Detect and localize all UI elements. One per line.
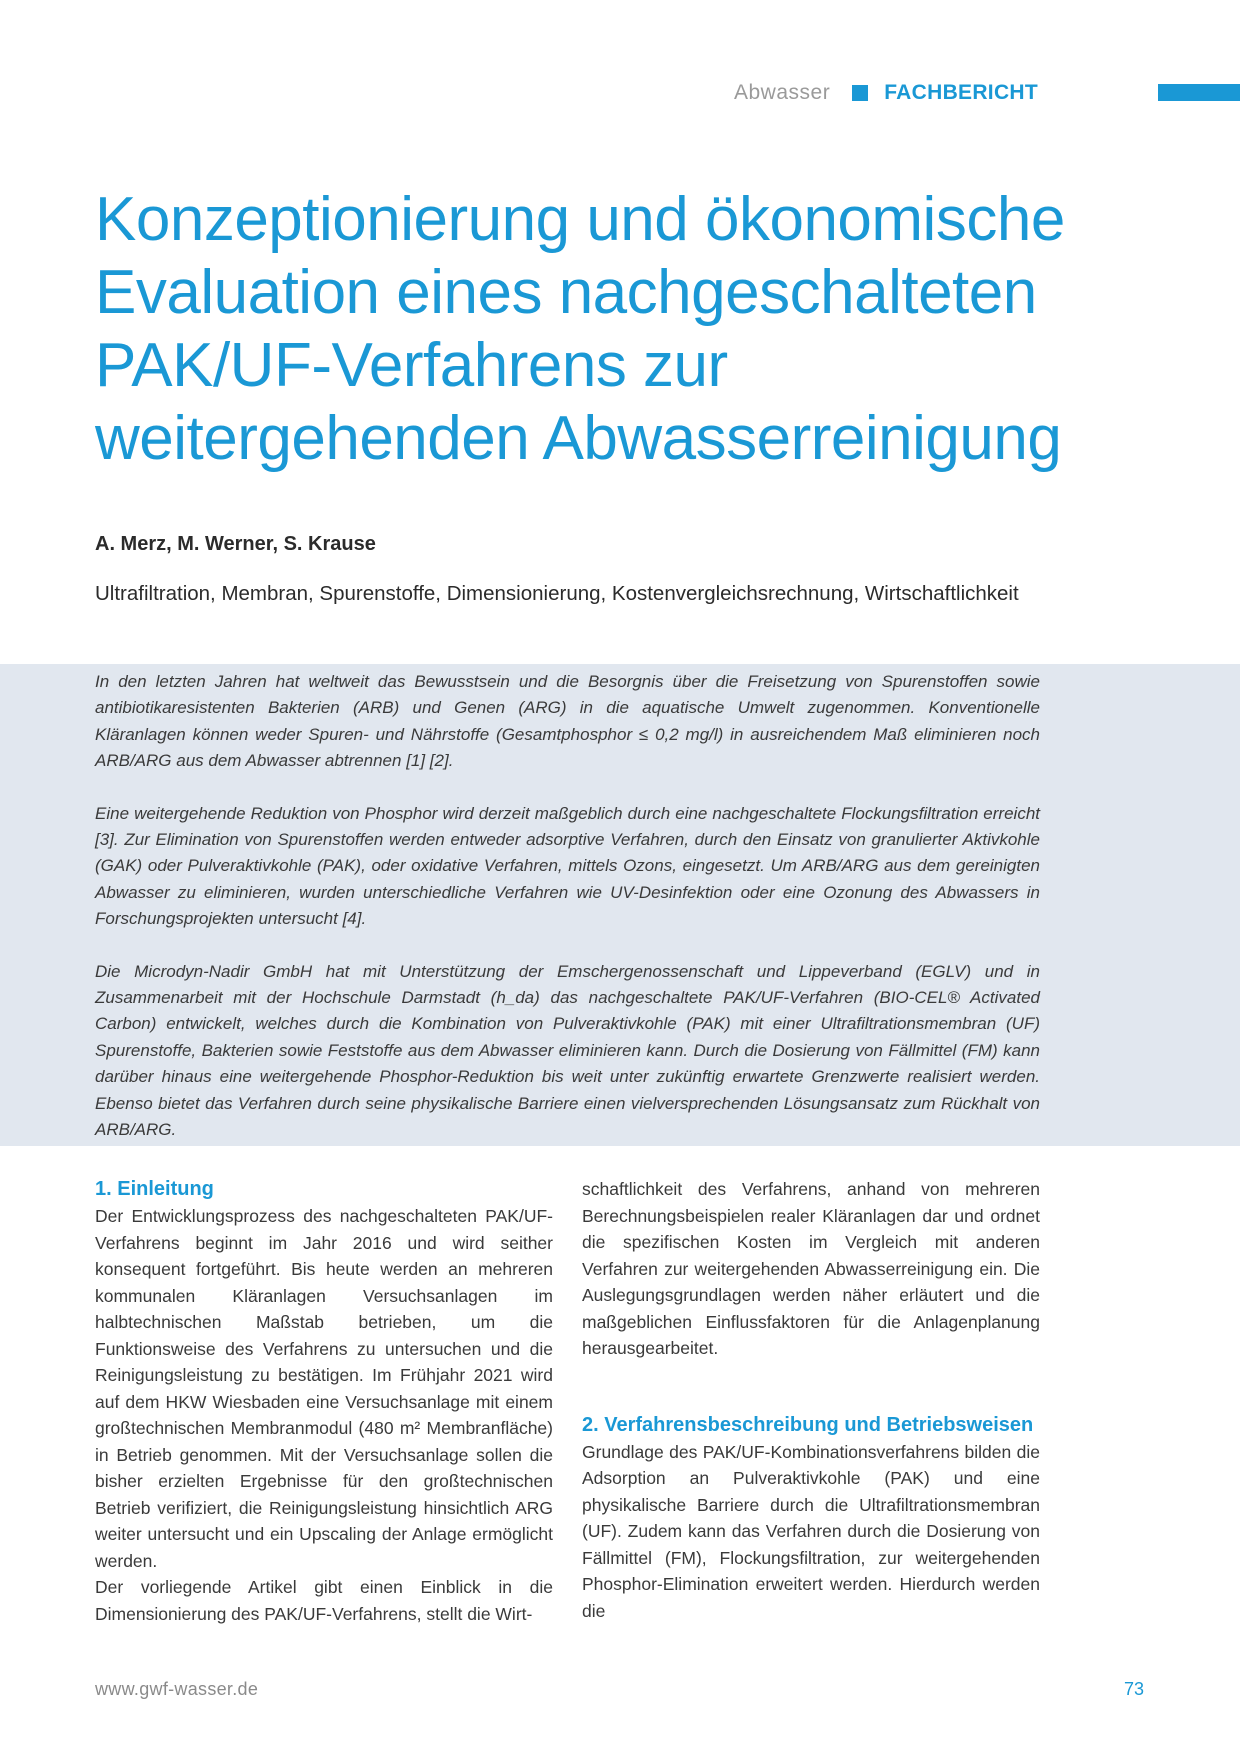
header-section: Abwasser — [734, 81, 831, 104]
abstract-paragraph: Eine weitergehende Reduktion von Phosphor wird derzeit maßgeblich durch eine nachgeschaltete Flockungsfiltration erreicht [3]. Zur Elimination von Spurenstoffen werden entweder adsorptive Verfahren, durch den Einsatz von granulierter Aktivkohle (GAK) oder Pulveraktivkohle (PAK), oder oxidative Verfahren, mittels Ozons, eingesetzt. Um ARB/ARG aus dem gereinigten Abwasser zu eliminieren, wurden unterschiedliche Verfahren wie UV-Desinfektion oder eine Ozonung des Abwassers in Forschungsprojekten untersucht [4]. — [95, 803, 1040, 929]
body-paragraph: Grundlage des PAK/UF-Kombinationsverfahrens bilden die Adsorption an Pulveraktivkohle (PAK) und eine physikalische Barriere durch die Ultrafiltrationsmembran (UF). Zudem kann das Verfahren durch die Dosierung von Fällmittel (FM), Flockungsfiltration, zur weitergehenden Phosphor-Elimination erweitert werden. Hierdurch werden die — [582, 1441, 1040, 1621]
body-paragraph: Der vorliegende Artikel gibt einen Einblick in die Dimensionierung des PAK/UF-Verfahrens, stellt die Wirt- — [95, 1577, 553, 1624]
header-square-icon — [852, 85, 868, 101]
article-title: Konzeptionierung und ökonomische Evaluation eines nachgeschalteten PAK/UF-Verfahrens zur weitergehenden Abwasserreinigung — [95, 185, 1065, 473]
page-number: 73 — [1124, 1679, 1145, 1699]
abstract-paragraph: Die Microdyn-Nadir GmbH hat mit Unterstützung der Emschergenossenschaft und Lippeverband (EGLV) und in Zusammenarbeit mit der Hochschule Darmstadt (h_da) das nachgeschaltete PAK/UF-Verfahren (BIO-CEL® Activated Carbon) entwickelt, welches durch die Kombination von Pulveraktivkohle (PAK) mit einer Ultrafiltrationsmembran (UF) Spurenstoffe, Bakterien sowie Feststoffe aus dem Abwasser eliminieren kann. Durch die Dosierung von Fällmittel (FM) kann darüber hinaus eine weitergehende Phosphor-Reduktion bis weit unter zukünftig erwartete Grenzwerte realisiert werden. Ebenso bietet das Verfahren durch seine physikalische Barriere einen vielversprechenden Lösungsansatz zum Rückhalt von ARB/ARG. — [95, 961, 1040, 1140]
header-type: FACHBERICHT — [884, 81, 1038, 104]
section-heading: 1. Einleitung — [95, 1178, 214, 1200]
abstract-box — [0, 664, 1240, 1146]
section-heading: 2. Verfahrensbeschreibung und Betriebsweisen — [582, 1413, 1034, 1436]
body-paragraph: Der Entwicklungsprozess des nachgeschalteten PAK/UF-Verfahrens beginnt im Jahr 2016 und wird seither konsequent fortgeführt. Bis heute werden an mehreren kommunalen Kläranlagen Versuchsanlagen im halbtechnischen Maßstab betrieben, um die Funktionsweise des Verfahrens zu untersuchen und die Reinigungsleistung zu bestätigen. Im Frühjahr 2021 wird auf dem HKW Wiesbaden eine Versuchsanlage mit einem großtechnischen Membranmodul (480 m² Membranfläche) in Betrieb genommen. Mit der Versuchsanlage sollen die bisher erzielten Ergebnisse für den großtechnischen Betrieb verifiziert, die Reinigungsleistung hinsichtlich ARG weiter untersucht und ein Upscaling der Anlage ermöglicht werden. — [95, 1206, 553, 1571]
body-column-right — [582, 1176, 1040, 1624]
running-header — [734, 80, 1038, 106]
abstract-text — [95, 669, 1040, 1170]
footer-url: www.gwf-wasser.de — [95, 1679, 259, 1699]
abstract-paragraph: In den letzten Jahren hat weltweit das Bewusstsein und die Besorgnis über die Freisetzung von Spurenstoffen sowie antibiotikaresistenten Bakterien (ARB) und Genen (ARG) in die aquatische Umwelt zugenommen. Konventionelle Kläranlagen können weder Spuren- und Nährstoffe (Gesamtphosphor ≤ 0,2 mg/l) in ausreichendem Maß eliminieren noch ARB/ARG aus dem Abwasser abtrennen [1] [2]. — [95, 672, 1040, 771]
article-keywords: Ultrafiltration, Membran, Spurenstoffe, Dimensionierung, Kostenvergleichsrechnung, Wirtschaftlichkeit — [95, 582, 1019, 605]
article-authors: A. Merz, M. Werner, S. Krause — [95, 533, 376, 555]
header-accent-bar — [1158, 84, 1240, 101]
body-column-left — [95, 1176, 553, 1627]
body-paragraph: schaftlichkeit des Verfahrens, anhand von mehreren Berechnungsbeispielen realer Kläranlagen dar und ordnet die spezifischen Kosten im Vergleich mit anderen Verfahren zur weitergehenden Abwasserreinigung ein. Die Auslegungsgrundlagen werden näher erläutert und die maßgeblichen Einflussfaktoren für die Anlagenplanung herausgearbeitet. — [582, 1179, 1040, 1358]
